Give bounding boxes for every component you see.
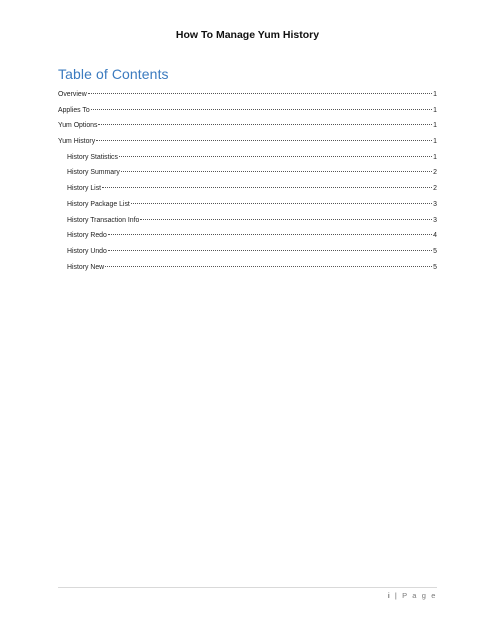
- dot-leader: [131, 202, 432, 204]
- toc-entry-yum-history[interactable]: [58, 134, 437, 150]
- dot-leader: [91, 108, 432, 110]
- toc-entry-history-transaction-info[interactable]: [58, 213, 437, 229]
- toc-entry-page: 5: [433, 263, 437, 271]
- toc-entry-page: 1: [433, 138, 437, 146]
- dot-leader: [98, 123, 432, 125]
- dot-leader: [102, 186, 432, 188]
- dot-leader: [121, 170, 432, 172]
- toc-entry-history-statistics[interactable]: [58, 150, 437, 166]
- toc-entry-label: Applies To: [58, 106, 90, 114]
- toc-entry-label: History List: [67, 185, 102, 193]
- toc-entry-applies-to[interactable]: [58, 103, 437, 119]
- table-of-contents: [58, 87, 437, 275]
- toc-entry-history-undo[interactable]: [58, 244, 437, 260]
- toc-entry-page: 1: [433, 91, 437, 98]
- footer-page-word: P a g e: [402, 591, 437, 600]
- toc-entry-label: Overview: [58, 91, 87, 98]
- footer-page-number: i: [387, 591, 392, 600]
- toc-entry-page: 2: [433, 169, 437, 177]
- toc-entry-page: 3: [433, 200, 437, 208]
- dot-leader: [140, 218, 432, 220]
- toc-entry-label: History Transaction Info: [67, 216, 140, 224]
- toc-heading: Table of Contents: [58, 66, 169, 82]
- toc-entry-page: 1: [433, 122, 437, 130]
- toc-entry-page: 4: [433, 232, 437, 240]
- toc-entry-history-package-list[interactable]: [58, 197, 437, 213]
- footer-separator: |: [394, 591, 399, 600]
- toc-entry-page: 1: [433, 106, 437, 114]
- page-footer: [388, 591, 437, 600]
- toc-entry-yum-options[interactable]: [58, 118, 437, 134]
- toc-entry-page: 5: [433, 247, 437, 255]
- dot-leader: [88, 92, 432, 94]
- dot-leader: [105, 265, 432, 267]
- toc-entry-page: 1: [433, 153, 437, 161]
- toc-entry-history-list[interactable]: [58, 181, 437, 197]
- toc-entry-label: History New: [67, 263, 105, 271]
- dot-leader: [119, 155, 432, 157]
- toc-entry-history-redo[interactable]: [58, 228, 437, 244]
- dot-leader: [108, 249, 432, 251]
- toc-entry-page: 2: [433, 185, 437, 193]
- dot-leader: [108, 233, 432, 235]
- footer-divider: [58, 587, 437, 588]
- toc-entry-label: History Package List: [67, 200, 130, 208]
- toc-entry-label: History Statistics: [67, 153, 118, 161]
- toc-entry-history-summary[interactable]: [58, 165, 437, 181]
- document-title: How To Manage Yum History: [175, 29, 320, 41]
- toc-entry-label: History Redo: [67, 232, 107, 240]
- toc-entry-label: Yum Options: [58, 122, 98, 130]
- dot-leader: [96, 139, 432, 141]
- toc-entry-label: History Undo: [67, 247, 107, 255]
- toc-entry-page: 3: [433, 216, 437, 224]
- toc-entry-label: History Summary: [67, 169, 120, 177]
- toc-entry-label: Yum History: [58, 138, 96, 146]
- toc-entry-overview[interactable]: [58, 87, 437, 103]
- toc-entry-history-new[interactable]: [58, 260, 437, 276]
